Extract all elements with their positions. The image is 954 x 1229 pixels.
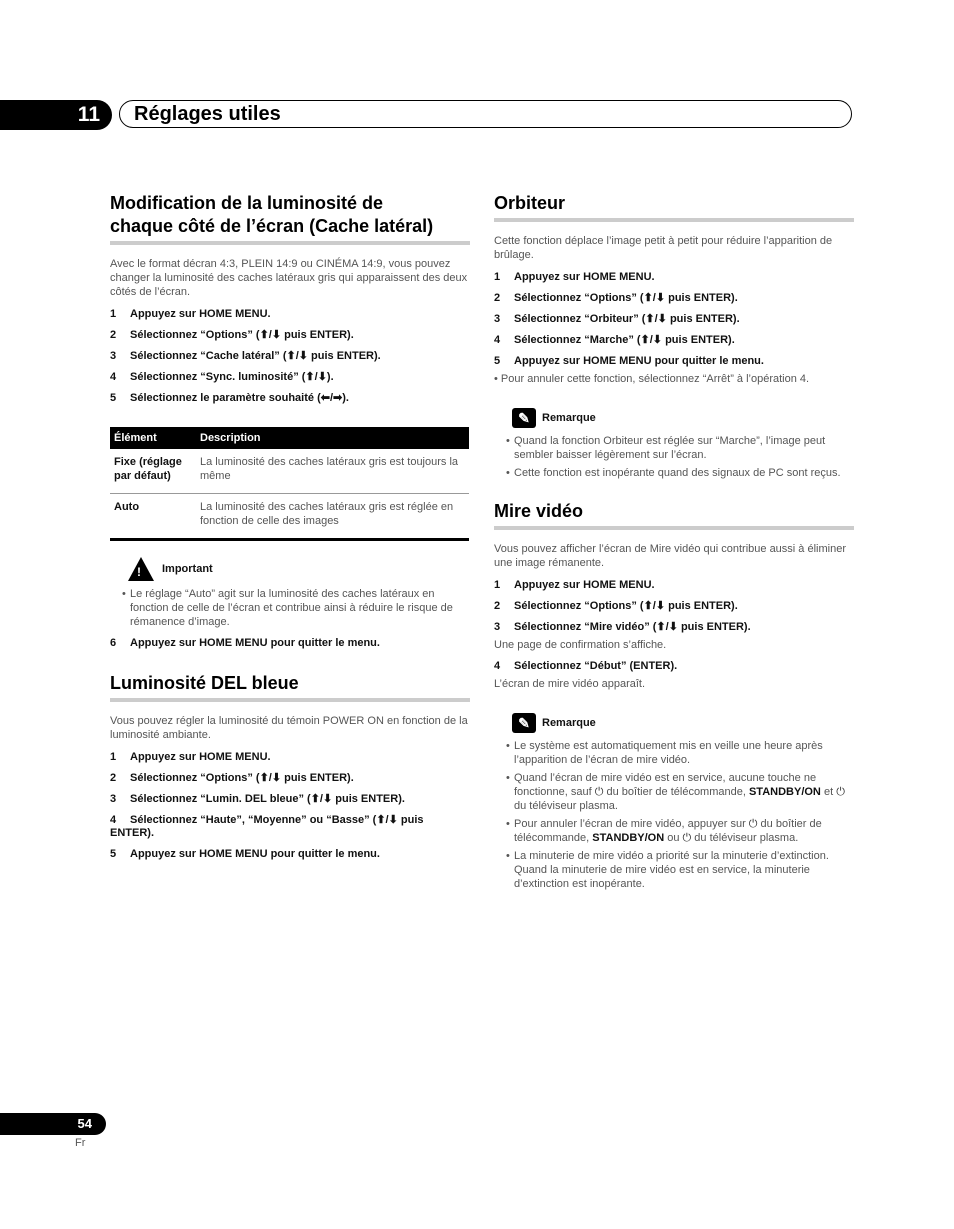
list-item: • Quand l’écran de mire vidéo est en service, aucune touche ne fonctionne, sauf ⏻ du boîtier de télécommande, STANDBY/ON et ⏻ du téléviseur plasma. [514,771,854,813]
pencil-icon: ✎ [512,713,536,733]
steps-orbiteur [494,271,854,368]
chapter-number: 11 [0,100,112,130]
step: 4 Sélectionnez “Marche” (⬆/⬇ puis ENTER). [494,334,735,346]
power-icon: ⏻ [594,786,604,798]
table-row: Auto La luminosité des caches latéraux gris est réglée en fonction de celle des images [110,494,469,540]
step: 2 Sélectionnez “Options” (⬆/⬇ puis ENTER). [494,292,738,304]
settings-table [110,427,469,541]
steps-mire-video [494,579,854,634]
step: 1 Appuyez sur HOME MENU. [110,308,271,320]
step: 3 Sélectionnez “Mire vidéo” (⬆/⬇ puis ENTER). [494,621,751,633]
step: 2 Sélectionnez “Options” (⬆/⬇ puis ENTER). [110,329,354,341]
intro-orbiteur: Cette fonction déplace l’image petit à petit pour réduire l’apparition de brûlage. [494,235,833,261]
table-header: Élément [110,427,196,449]
step: 4 Sélectionnez “Haute”, “Moyenne” ou “Basse” (⬆/⬇ puis ENTER). [110,814,424,839]
list-item: • La minuterie de mire vidéo a priorité sur la minuterie d’extinction. Quand la minuterie de mire vidéo est en service, la minuterie d’extinction est inopérante. [514,849,854,891]
power-icon: ⏻ [682,832,692,844]
step: 1 Appuyez sur HOME MENU. [110,751,271,763]
step: 5 Sélectionnez le paramètre souhaité (⬅/➡). [110,392,349,404]
remark-callout: ✎ Remarque [494,408,854,428]
table-row: Fixe (réglage par défaut) La luminosité des caches latéraux gris est toujours la même [110,449,469,494]
table-header: Description [196,427,469,449]
section-title-orbiteur: Orbiteur [494,192,854,222]
step: 6 Appuyez sur HOME MENU pour quitter le menu. [110,637,380,649]
step: 4 Sélectionnez “Début” (ENTER). [494,660,678,672]
power-icon: ⏻ [836,786,845,798]
step: 2 Sélectionnez “Options” (⬆/⬇ puis ENTER). [110,772,354,784]
chapter-title: Réglages utiles [119,100,852,128]
intro-del-bleue: Vous pouvez régler la luminosité du témoin POWER ON en fonction de la luminosité ambiante. [110,715,468,741]
step-note: Une page de confirmation s’affiche. [494,639,667,651]
step: 3 Sélectionnez “Cache latéral” (⬆/⬇ puis ENTER). [110,350,381,362]
right-column [494,192,854,899]
section-title-del-bleue: Luminosité DEL bleue [110,672,470,702]
important-callout: ! Important [110,557,470,581]
intro-mire-video: Vous pouvez afficher l’écran de Mire vidéo qui contribue aussi à éliminer une image rémanente. [494,543,846,569]
step: 5 Appuyez sur HOME MENU pour quitter le menu. [494,355,764,367]
step: 1 Appuyez sur HOME MENU. [494,271,655,283]
step: 3 Sélectionnez “Lumin. DEL bleue” (⬆/⬇ puis ENTER). [110,793,405,805]
left-column [110,192,470,869]
list-item: • Le système est automatiquement mis en veille une heure après l’apparition de l’écran de mire vidéo. [514,739,854,767]
list-item: • Le réglage “Auto” agit sur la luminosité des caches latéraux en fonction de celle de l’écran et contribue ainsi à réduire le risque de rémanence d’image. [130,587,470,629]
step: 3 Sélectionnez “Orbiteur” (⬆/⬇ puis ENTER). [494,313,740,325]
remark-list [494,434,854,480]
pencil-icon: ✎ [512,408,536,428]
step: 4 Sélectionnez “Sync. luminosité” (⬆/⬇). [110,371,334,383]
list-item: • Quand la fonction Orbiteur est réglée sur “Marche”, l’image peut sembler baisser légèrement sur l’écran. [514,434,854,462]
list-item: • Cette fonction est inopérante quand des signaux de PC sont reçus. [514,466,854,480]
step-note: L’écran de mire vidéo apparaît. [494,678,646,690]
section-title-cache-lateral: Modification de la luminosité de chaque côté de l’écran (Cache latéral) [110,192,470,245]
list-item: • Pour annuler l’écran de mire vidéo, appuyer sur ⏻ du boîtier de télécommande, STANDBY/ON ou ⏻ du téléviseur plasma. [514,817,854,845]
section-title-mire-video: Mire vidéo [494,500,854,530]
orbiteur-cancel-note: • Pour annuler cette fonction, sélectionnez “Arrêt” à l’opération 4. [494,373,810,385]
step: 1 Appuyez sur HOME MENU. [494,579,655,591]
power-icon: ⏻ [748,818,758,830]
remark-list [494,739,854,891]
remark-callout: ✎ Remarque [494,713,854,733]
steps-del-bleue [110,751,470,861]
warning-icon: ! [128,557,154,581]
steps-cache-lateral [110,308,470,405]
intro-cache-lateral: Avec le format décran 4:3, PLEIN 14:9 ou CINÉMA 14:9, vous pouvez changer la luminosité des caches latéraux gris qui apparaissent des deux côtés de l’écran. [110,258,468,298]
page-number: 54 [0,1113,106,1135]
step: 2 Sélectionnez “Options” (⬆/⬇ puis ENTER). [494,600,738,612]
step: 5 Appuyez sur HOME MENU pour quitter le menu. [110,848,380,860]
language-code: Fr [75,1137,86,1149]
important-list [110,587,470,629]
